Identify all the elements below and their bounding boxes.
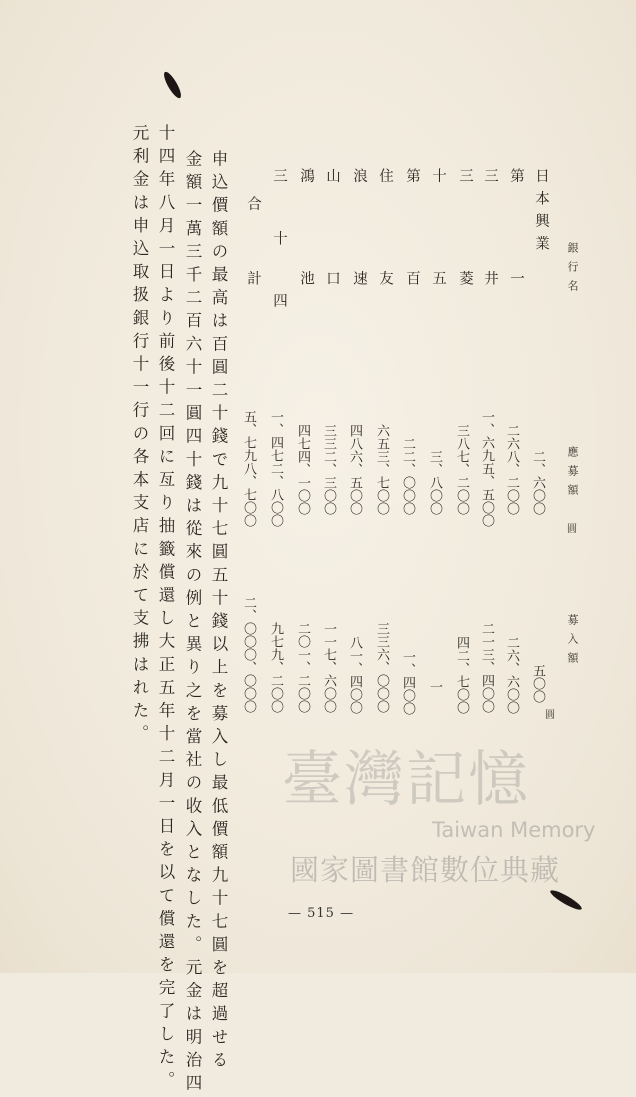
subscription-amount: 二、六〇〇 [530, 450, 545, 515]
bank-name: 日本興業 [533, 168, 549, 258]
header-allotted-unit: 圓 [545, 710, 555, 721]
bank-name: 住友 [377, 168, 393, 373]
total-allotted: 二、〇〇〇、〇〇〇 [241, 596, 256, 713]
subscription-amount: 六五三、七〇〇 [374, 424, 389, 515]
allotted-amount: 二〇一、二〇〇 [295, 622, 310, 713]
ink-smudge [548, 888, 583, 913]
bank-name: 山口 [324, 168, 340, 373]
header-subscription-unit: 圓 [567, 524, 577, 535]
allotted-amount: 一、四〇〇 [400, 650, 415, 715]
subscription-amount: 三八七、二〇〇 [454, 424, 469, 515]
body-text-line: 金額一萬三千二百六十一圓四十錢は從來の例と異り之を當社の收入となした。元金は明治四 [183, 150, 202, 1097]
allotted-amount: 二一三、四〇〇 [479, 622, 494, 713]
bank-name: 第一 [508, 168, 524, 373]
watermark-logo: 臺灣記憶 [282, 745, 530, 815]
subscription-amount: 二二、〇〇〇 [400, 437, 415, 515]
bank-name: 浪速 [351, 168, 367, 373]
header-bank-name: 銀行名 [566, 242, 579, 299]
page-number: — 515 — [288, 906, 355, 921]
allotted-amount: 一一七、六〇〇 [321, 622, 336, 713]
body-text-line: 十四年八月一日より前後十二回に亙り抽籤償還し大正五年十二月一日を以て償還を完了した。 [156, 124, 175, 1095]
subscription-amount: 一、六九五、五〇〇 [479, 410, 494, 527]
watermark-organization: 國家圖書館數位典藏 [290, 853, 561, 887]
total-label: 合計 [245, 196, 261, 345]
allotted-amount: 三三六、〇〇〇 [374, 622, 389, 713]
subscription-amount: 一、四七二、八〇〇 [268, 410, 283, 527]
bank-name: 第百 [404, 168, 420, 373]
subscription-amount: 三、八〇〇 [427, 450, 442, 515]
subscription-amount: 四七四、一〇〇 [295, 424, 310, 515]
body-text-line: 元利金は申込取扱銀行十一行の各本支店に於て支拂はれた。 [130, 124, 149, 748]
subscription-amount: 三三二、三〇〇 [321, 424, 336, 515]
allotted-amount: 一 [427, 680, 442, 693]
subscription-amount: 四八六、五〇〇 [347, 424, 362, 515]
watermark-english: Taiwan Memory [432, 818, 596, 842]
allotted-amount: 二六、六〇〇 [504, 636, 519, 714]
subscription-amount: 二六八、二〇〇 [504, 424, 519, 515]
bank-name: 三十四 [271, 168, 287, 356]
allotted-amount: 四二、七〇〇 [454, 636, 469, 714]
bank-name: 鴻池 [298, 168, 314, 373]
header-subscription-amount: 應募額 [566, 446, 579, 503]
allotted-amount: 九七九、二〇〇 [268, 622, 283, 713]
body-text-line: 申込價額の最高は百圓二十錢で九十七圓五十錢以上を募入し最低價額九十七圓を超過せる [209, 150, 228, 1074]
bank-name: 三井 [482, 168, 498, 373]
total-subscription: 五、七九八、七〇〇 [241, 410, 256, 527]
allotted-amount: 五〇〇 [530, 664, 545, 703]
bank-name: 三菱 [457, 168, 473, 373]
header-allotted-amount: 募入額 [566, 614, 579, 671]
bank-name: 十五 [430, 168, 446, 373]
allotted-amount: 八一、四〇〇 [347, 636, 362, 714]
ink-smudge [161, 70, 184, 100]
